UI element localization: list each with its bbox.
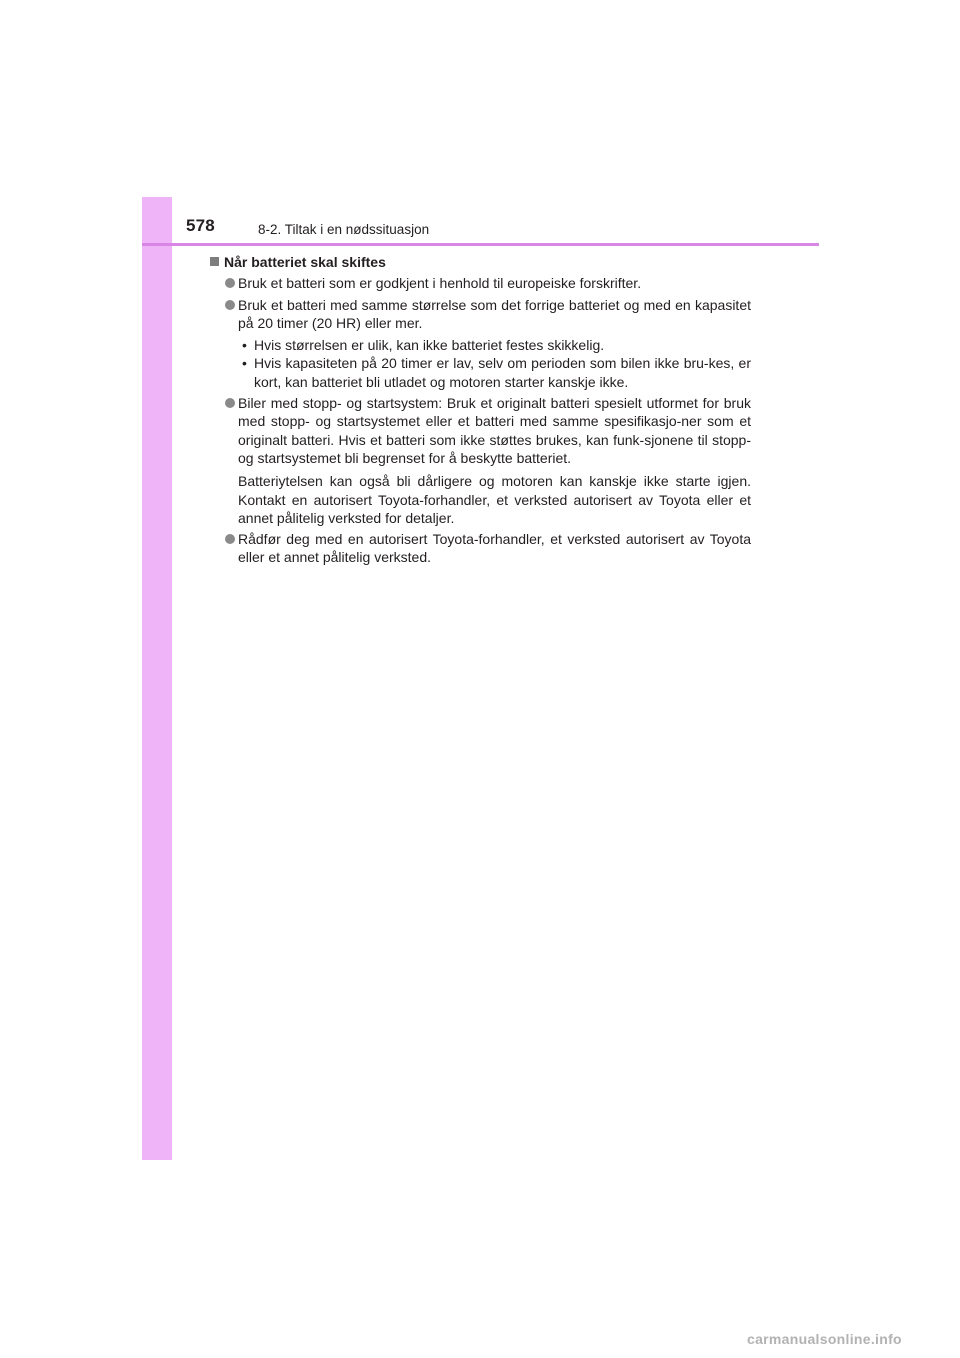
section-title: 8-2. Tiltak i en nødssituasjon [258, 222, 430, 237]
list-item-text: Bruk et batteri med samme størrelse som det forrige batteriet og med en kapasitet på 20 timer (20 HR) eller mer. [238, 296, 751, 331]
section-heading [210, 253, 751, 271]
sub-list-item-text: Hvis kapasiteten på 20 timer er lav, selv om perioden som bilen ikke bru-kes, er kort, kan batteriet bli utladet og motoren starter kanskje ikke. [254, 355, 751, 390]
sub-list-item [238, 336, 751, 354]
sub-list-item-text: Hvis størrelsen er ulik, kan ikke batteriet festes skikkelig. [254, 337, 605, 354]
list-item [210, 296, 751, 391]
list-item [210, 530, 751, 567]
list-item-text: Bruk et batteri som er godkjent i henhold til europeiske forskrifter. [238, 275, 642, 292]
list-item-text: Biler med stopp- og startsystem: Bruk et originalt batteri spesielt utformet for bruk med stopp- og startsystemet eller et batteri med samme spesifikasjo-ner som et originalt batteri. Hvis et batteri som ikke støttes brukes, kan funk-sjonene til stopp- og startsystemet bli begrenset for å beskytte batteriet. [238, 395, 751, 466]
watermark: carmanualsonline.info [747, 1331, 902, 1347]
circle-bullet-icon [225, 534, 235, 544]
small-bullet-icon: • [242, 337, 247, 354]
list-item [210, 274, 751, 292]
sub-list-item [238, 354, 751, 391]
circle-bullet-icon [225, 300, 235, 310]
square-bullet-icon [210, 257, 219, 266]
small-bullet-icon: • [242, 355, 247, 372]
section-heading-text: Når batteriet skal skiftes [224, 254, 386, 270]
side-color-band [142, 197, 172, 1160]
content-area [210, 253, 751, 570]
sub-list [238, 336, 751, 391]
list-item-extra-paragraph: Batteriytelsen kan også bli dårligere og motoren kan kanskje ikke starte igjen. Kontakt en autorisert Toyota-forhandler, et verksted autorisert av Toyota eller et annet pålitelig verksted for detaljer. [238, 473, 751, 526]
page-number: 578 [186, 216, 215, 235]
header-rule [142, 243, 819, 246]
list-item-text: Rådfør deg med en autorisert Toyota-forhandler, et verksted autorisert av Toyota eller et annet pålitelig verksted. [238, 531, 751, 566]
circle-bullet-icon [225, 398, 235, 408]
circle-bullet-icon [225, 278, 235, 288]
list-item [210, 394, 751, 527]
